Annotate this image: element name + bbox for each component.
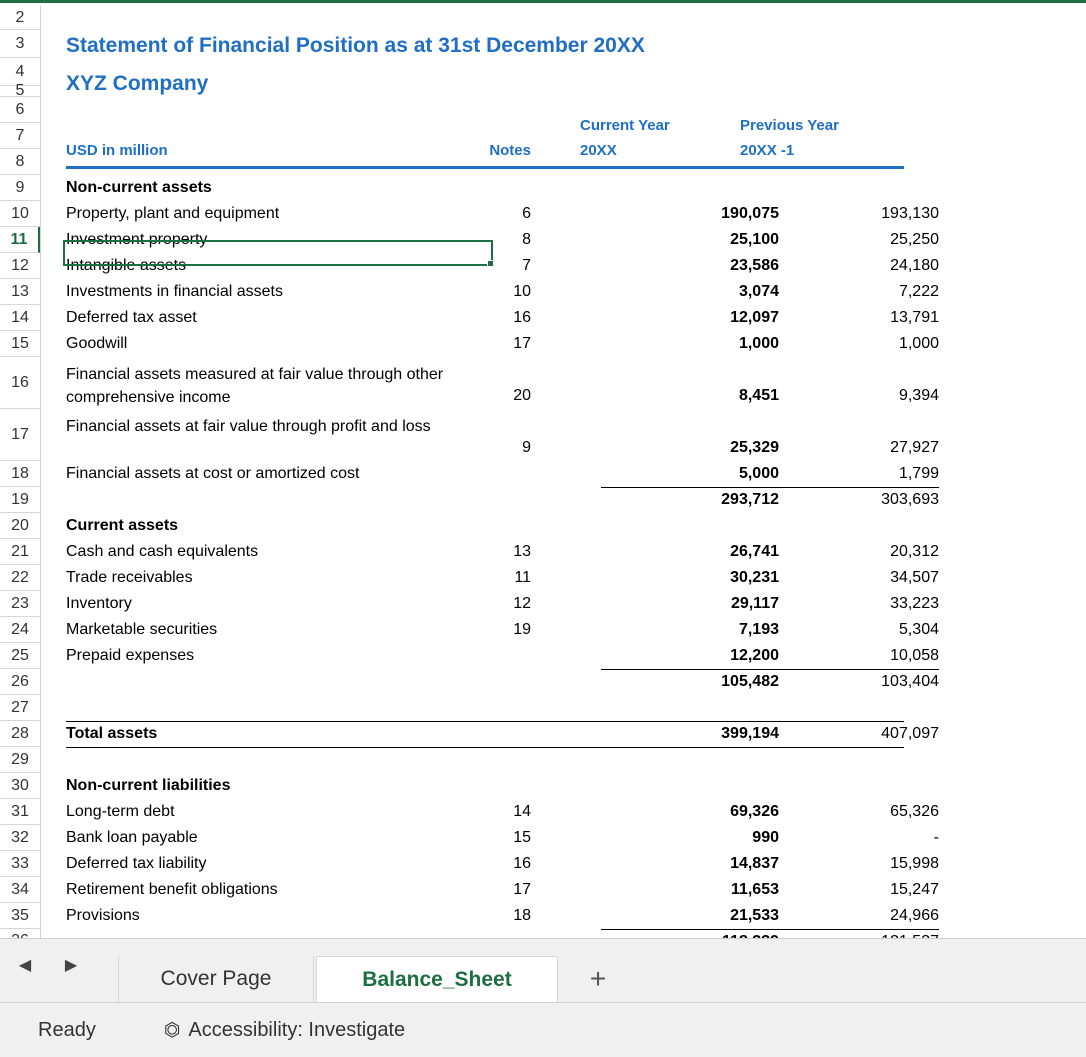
company-name: XYZ Company [66, 72, 209, 95]
total-assets-label: Total assets [66, 725, 158, 742]
table-row[interactable] [41, 877, 1086, 903]
accessibility-label: Accessibility: Investigate [188, 1018, 406, 1041]
sheet-tab-balance-sheet[interactable]: Balance_Sheet [316, 956, 558, 1002]
total-assets-previous-year: 407,097 [881, 725, 939, 742]
row-label: Trade receivables [66, 569, 193, 586]
row-previous-year: 193,130 [881, 205, 939, 222]
row-current-year: 69,326 [730, 803, 779, 820]
row-header-26[interactable]: 26 [0, 669, 40, 695]
row-current-year: 14,837 [730, 855, 779, 872]
status-bar [0, 1002, 1086, 1057]
row-current-year: 11,653 [730, 881, 779, 898]
row-header-33[interactable]: 33 [0, 851, 40, 877]
row-previous-year: 10,058 [890, 647, 939, 664]
row-note: 10 [513, 283, 531, 300]
row-current-year: 7,193 [738, 621, 779, 638]
sheet-tab-bar[interactable] [0, 938, 1086, 1002]
report-title: Statement of Financial Position as at 31st December 20XX [66, 34, 645, 57]
row-label: Cash and cash equivalents [66, 543, 259, 560]
row-note: 12 [513, 595, 531, 612]
row-current-year: 26,741 [730, 543, 779, 560]
table-row[interactable] [41, 851, 1086, 877]
row-header-11[interactable]: 11 [0, 227, 40, 253]
row-current-year: 23,586 [730, 257, 779, 274]
row-label: Financial assets at fair value through profit and loss [66, 418, 431, 435]
row-label: Investments in financial assets [66, 283, 283, 300]
row-note: 13 [513, 543, 531, 560]
table-row[interactable] [41, 461, 1086, 487]
row-header-18[interactable]: 18 [0, 461, 40, 487]
row-previous-year: 13,791 [890, 309, 939, 326]
table-row[interactable] [41, 305, 1086, 331]
row-header-gutter[interactable] [0, 6, 41, 938]
row-current-year: 3,074 [738, 283, 779, 300]
row-header-5[interactable]: 5 [0, 86, 40, 97]
row-note: 14 [513, 803, 531, 820]
row-header-23[interactable]: 23 [0, 591, 40, 617]
subtotal-previous-year: 303,693 [881, 491, 939, 508]
row-header-22[interactable]: 22 [0, 565, 40, 591]
row-previous-year: 65,326 [890, 803, 939, 820]
spreadsheet-grid[interactable] [0, 6, 1086, 938]
row-previous-year: 7,222 [898, 283, 939, 300]
row-header-34[interactable]: 34 [0, 877, 40, 903]
table-row[interactable] [41, 201, 1086, 227]
row-previous-year: 25,250 [890, 231, 939, 248]
row-current-year: 29,117 [730, 595, 779, 612]
sheet-nav-buttons[interactable] [14, 953, 82, 977]
row-current-year: 8,451 [738, 387, 779, 404]
row-previous-year: 15,247 [890, 881, 939, 898]
row-header-27[interactable]: 27 [0, 695, 40, 721]
row-note: 6 [522, 205, 531, 222]
row-header-6[interactable]: 6 [0, 97, 40, 123]
header-rule [66, 166, 904, 169]
column-header-previous-year-period: 20XX -1 [740, 142, 795, 159]
row-header-25[interactable]: 25 [0, 643, 40, 669]
row-previous-year: 5,304 [898, 621, 939, 638]
accessibility-icon: ⏣ [163, 1019, 181, 1041]
table-row[interactable] [41, 279, 1086, 305]
row-note: 15 [513, 829, 531, 846]
row-current-year: 25,100 [730, 231, 779, 248]
row-previous-year: 1,000 [898, 335, 939, 352]
status-ready-label: Ready [38, 1018, 96, 1041]
column-header-current-year-period: 20XX [580, 142, 617, 159]
row-label: Financial assets measured at fair value through other comprehensive income [66, 366, 444, 406]
sheet-content[interactable] [41, 6, 1086, 938]
subtotal-row[interactable] [41, 669, 1086, 695]
table-row[interactable] [41, 409, 1086, 461]
row-note: 9 [522, 439, 531, 456]
table-row[interactable] [41, 253, 1086, 279]
row-header-19[interactable]: 19 [0, 487, 40, 513]
row-previous-year: 9,394 [898, 387, 939, 404]
row-header-35[interactable]: 35 [0, 903, 40, 929]
row-note: 17 [513, 335, 531, 352]
row-current-year: 990 [752, 829, 779, 846]
row-note: 18 [513, 907, 531, 924]
row-label: Intangible assets [66, 257, 187, 274]
row-label: Long-term debt [66, 803, 175, 820]
section-heading-current-assets: Current assets [66, 517, 179, 534]
column-header-notes: Notes [489, 142, 531, 159]
row-header-20[interactable]: 20 [0, 513, 40, 539]
subtotal-current-year: 293,712 [721, 491, 779, 508]
row-previous-year: 24,966 [890, 907, 939, 924]
table-row[interactable] [41, 539, 1086, 565]
row-header-8[interactable]: 8 [0, 149, 40, 175]
total-assets-current-year: 399,194 [721, 725, 779, 742]
row-label: Deferred tax liability [66, 855, 207, 872]
row-header-4[interactable]: 4 [0, 58, 40, 86]
row-note: 20 [513, 387, 531, 404]
row-previous-year: 1,799 [898, 465, 939, 482]
previous-sheet-icon[interactable]: ◀ [18, 957, 32, 974]
row-previous-year: 33,223 [890, 595, 939, 612]
row-header-12[interactable]: 12 [0, 253, 40, 279]
row-previous-year: 34,507 [890, 569, 939, 586]
row-header-21[interactable]: 21 [0, 539, 40, 565]
row-header-2[interactable]: 2 [0, 6, 40, 30]
row-note: 8 [522, 231, 531, 248]
row-current-year: 1,000 [738, 335, 779, 352]
section-heading-noncurrent-liabilities: Non-current liabilities [66, 777, 231, 794]
subtotal-previous-year: 103,404 [881, 673, 939, 690]
section-heading-row[interactable] [41, 513, 1086, 539]
row-label: Prepaid expenses [66, 647, 195, 664]
row-note: 19 [513, 621, 531, 638]
row-previous-year: 27,927 [890, 439, 939, 456]
row-previous-year: - [933, 829, 939, 846]
row-current-year: 12,200 [730, 647, 779, 664]
row-current-year: 25,329 [730, 439, 779, 456]
row-label: Bank loan payable [66, 829, 198, 846]
row-previous-year: 15,998 [890, 855, 939, 872]
table-row[interactable] [41, 617, 1086, 643]
row-current-year: 5,000 [738, 465, 779, 482]
next-sheet-icon[interactable]: ▶ [64, 957, 78, 974]
row-header-28[interactable]: 28 [0, 721, 40, 747]
row-note: 17 [513, 881, 531, 898]
table-row[interactable] [41, 331, 1086, 357]
row-header-30[interactable]: 30 [0, 773, 40, 799]
row-header-17[interactable]: 17 [0, 409, 40, 461]
section-heading-row[interactable] [41, 175, 1086, 201]
row-label: Inventory [66, 595, 132, 612]
row-note: 7 [522, 257, 531, 274]
row-current-year: 30,231 [730, 569, 779, 586]
row-current-year: 21,533 [730, 907, 779, 924]
row-previous-year: 24,180 [890, 257, 939, 274]
row-label: Provisions [66, 907, 140, 924]
row-label: Investment property [66, 231, 208, 248]
sheet-tab-cover-page[interactable]: Cover Page [118, 956, 314, 1002]
row-header-32[interactable]: 32 [0, 825, 40, 851]
row-current-year: 190,075 [721, 205, 779, 222]
row-header-3[interactable]: 3 [0, 30, 40, 58]
subtotal-row[interactable] [41, 487, 1086, 513]
row-previous-year: 20,312 [890, 543, 939, 560]
row-note: 16 [513, 855, 531, 872]
column-header-previous-year: Previous Year [740, 117, 839, 134]
add-sheet-button[interactable]: + [589, 963, 607, 994]
row-header-7[interactable]: 7 [0, 123, 40, 149]
column-header-current-year: Current Year [580, 117, 670, 134]
row-header-24[interactable]: 24 [0, 617, 40, 643]
total-rule-bottom [66, 747, 904, 748]
row-note: 11 [514, 569, 531, 586]
section-heading-row[interactable] [41, 773, 1086, 799]
row-label: Financial assets at cost or amortized cost [66, 465, 360, 482]
row-label: Deferred tax asset [66, 309, 197, 326]
row-current-year: 12,097 [730, 309, 779, 326]
row-header-9[interactable]: 9 [0, 175, 40, 201]
row-header-13[interactable]: 13 [0, 279, 40, 305]
row-label: Retirement benefit obligations [66, 881, 278, 898]
row-label: Goodwill [66, 335, 128, 352]
table-row[interactable] [41, 903, 1086, 929]
accessibility-status[interactable] [164, 1019, 405, 1042]
table-row[interactable] [41, 227, 1086, 253]
row-header-14[interactable]: 14 [0, 305, 40, 331]
table-row[interactable] [41, 357, 1086, 409]
table-row[interactable] [41, 643, 1086, 669]
row-header-15[interactable]: 15 [0, 331, 40, 357]
row-header-10[interactable]: 10 [0, 201, 40, 227]
table-row[interactable] [41, 825, 1086, 851]
row-label: Property, plant and equipment [66, 205, 280, 222]
table-row[interactable] [41, 565, 1086, 591]
section-heading-noncurrent-assets: Non-current assets [66, 179, 212, 196]
row-note: 16 [513, 309, 531, 326]
row-label: Marketable securities [66, 621, 218, 638]
fill-handle[interactable] [487, 260, 494, 267]
table-row[interactable] [41, 591, 1086, 617]
table-row[interactable] [41, 799, 1086, 825]
row-header-16[interactable]: 16 [0, 357, 40, 409]
column-header-units: USD in million [66, 142, 168, 159]
subtotal-current-year: 105,482 [721, 673, 779, 690]
row-header-31[interactable]: 31 [0, 799, 40, 825]
row-header-29[interactable]: 29 [0, 747, 40, 773]
total-assets-row[interactable] [41, 721, 1086, 747]
